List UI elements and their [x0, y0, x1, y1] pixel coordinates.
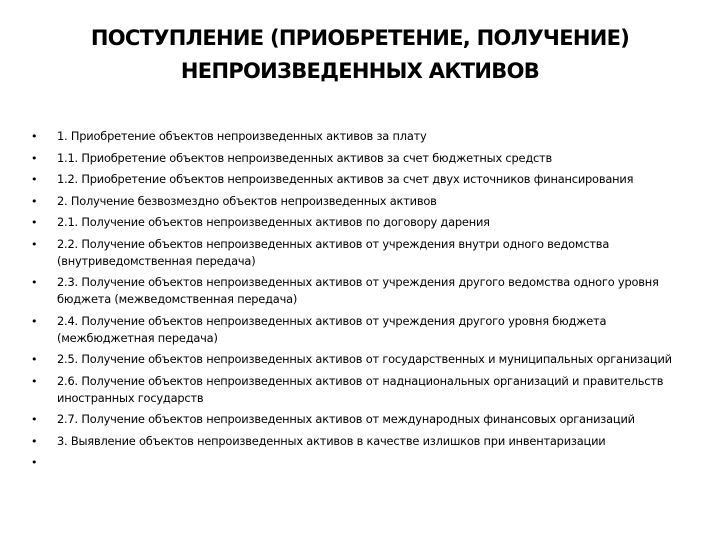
bullet-icon: • [31, 434, 38, 448]
list-item [30, 274, 690, 308]
list-item [30, 313, 690, 347]
list-item [30, 433, 690, 450]
list-item-text: 1. Приобретение объектов непроизведенных активов за плату [57, 129, 427, 143]
list-item-text: 2.3. Получение объектов непроизведенных активов от учреждения другого ведомства одного уровня бюджета (межведомственная передача) [57, 275, 659, 306]
list-item [30, 214, 690, 231]
list-item [30, 193, 690, 210]
bullet-icon: • [31, 216, 38, 229]
list-item [30, 351, 690, 368]
list-item-text: 2.2. Получение объектов непроизведенных активов от учреждения внутри одного ведомства (внутриведомственная передача) [57, 236, 610, 268]
bullet-icon: • [31, 413, 38, 426]
list-item-text: 3. Выявление объектов непроизведенных активов в качестве излишков при инвентаризации [57, 433, 606, 448]
list-item [30, 128, 690, 145]
bullet-icon: • [31, 374, 38, 388]
bullet-icon: • [31, 151, 38, 165]
list-item-text: 2.7. Получение объектов непроизведенных активов от международных финансовых организаций [57, 412, 635, 426]
bullet-list [30, 128, 690, 469]
bullet-icon: • [31, 353, 38, 366]
bullet-icon: • [31, 276, 38, 289]
list-item [30, 411, 690, 428]
list-item-text: 1.1. Приобретение объектов непроизведенных активов за счет бюджетных средств [57, 150, 553, 165]
bullet-icon: • [31, 194, 38, 208]
bullet-icon: • [31, 130, 38, 143]
bullet-icon: • [31, 173, 38, 186]
list-item [30, 236, 690, 270]
bullet-icon: • [31, 314, 38, 328]
list-item [30, 373, 690, 407]
slide-title-line-1: ПОСТУПЛЕНИЕ (ПРИОБРЕТЕНИЕ, ПОЛУЧЕНИЕ) [90, 26, 630, 50]
list-item-text: 2.1. Получение объектов непроизведенных активов по договору дарения [57, 215, 490, 229]
list-item [30, 171, 690, 188]
bullet-icon: • [31, 456, 38, 469]
list-item-text: 2.4. Получение объектов непроизведенных активов от учреждения другого уровня бюджета (межбюджетная передача) [57, 313, 607, 345]
bullet-icon: • [31, 237, 38, 251]
slide-title-line-2: НЕПРОИЗВЕДЕННЫХ АКТИВОВ [180, 59, 540, 83]
slide-title [40, 22, 680, 88]
list-item-text: 2. Получение безвозмездно объектов непроизведенных активов [57, 193, 437, 208]
list-item-text: 1.2. Приобретение объектов непроизведенных активов за счет двух источников финансирования [57, 172, 634, 186]
list-item-text: 2.5. Получение объектов непроизведенных активов от государственных и муниципальных организаций [57, 352, 672, 366]
list-item-text: 2.6. Получение объектов непроизведенных активов от наднациональных организаций и правительств иностранных государств [57, 373, 664, 405]
list-item [30, 150, 690, 167]
